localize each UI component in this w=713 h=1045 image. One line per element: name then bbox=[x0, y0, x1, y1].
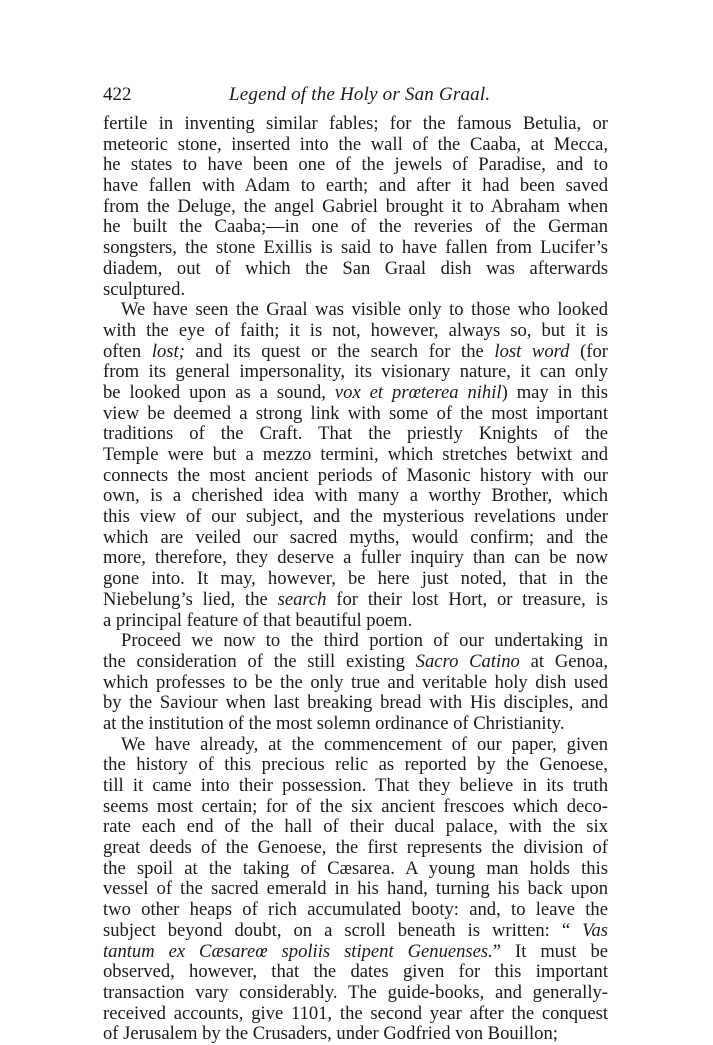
text-line bbox=[103, 528, 608, 549]
italic-text: search bbox=[277, 588, 327, 610]
text-line bbox=[103, 176, 608, 197]
italic-text: lost word bbox=[494, 340, 570, 362]
page-header bbox=[103, 82, 608, 108]
text-line bbox=[103, 114, 608, 135]
text-line bbox=[103, 776, 608, 797]
text-line bbox=[103, 280, 608, 301]
text-segment: observed, however, that the dates given for this important bbox=[103, 961, 608, 983]
text-segment: which are veiled our sacred myths, would confirm; and the bbox=[103, 526, 608, 548]
text-segment: for their lost Hort, or treasure, is bbox=[326, 588, 608, 610]
text-line bbox=[103, 135, 608, 156]
text-segment: vessel of the sacred emerald in his hand, turning his back upon bbox=[103, 878, 608, 900]
text-segment: by the Saviour when last breaking bread with His disciples, and bbox=[103, 692, 608, 714]
text-line bbox=[103, 755, 608, 776]
text-segment: traditions of the Craft. That the priestly Knights of the bbox=[103, 423, 608, 445]
text-segment: rate each end of the hall of their ducal palace, with the six bbox=[103, 816, 608, 838]
paragraph bbox=[103, 114, 608, 300]
text-line bbox=[103, 900, 608, 921]
text-segment: be looked upon as a sound, bbox=[103, 381, 335, 403]
text-line bbox=[103, 507, 608, 528]
paragraph bbox=[103, 300, 608, 631]
text-segment: ) may in this bbox=[501, 381, 608, 403]
text-line bbox=[103, 342, 608, 363]
text-segment: view be deemed a strong link with some of the most important bbox=[103, 402, 608, 424]
text-segment: of Jerusalem by the Crusaders, under Godfried von Bouillon; bbox=[103, 1023, 558, 1045]
text-segment: the history of this precious relic as reported by the Genoese, bbox=[103, 754, 608, 776]
text-segment: which professes to be the only true and veritable holy dish used bbox=[103, 671, 608, 693]
paragraph bbox=[103, 735, 608, 1045]
text-segment: songsters, the stone Exillis is said to have fallen from Lucifer’s bbox=[103, 237, 608, 259]
italic-text: lost; bbox=[151, 340, 185, 362]
text-line bbox=[103, 859, 608, 880]
text-line bbox=[103, 300, 608, 321]
text-segment: often bbox=[103, 340, 152, 362]
paragraph bbox=[103, 631, 608, 734]
text-line bbox=[103, 238, 608, 259]
text-segment: from its general impersonality, its visionary nature, it can only bbox=[103, 361, 608, 383]
text-segment: more, therefore, they deserve a fuller inquiry than can be now bbox=[103, 547, 608, 569]
text-line bbox=[103, 569, 608, 590]
text-segment: gone into. It may, however, be here just noted, that in the bbox=[103, 568, 608, 590]
text-line bbox=[103, 217, 608, 238]
text-segment: meteoric stone, inserted into the wall of the Caaba, at Mecca, bbox=[103, 133, 608, 155]
text-segment: subject beyond doubt, on a scroll beneath is written: “ bbox=[103, 919, 583, 941]
text-segment: Temple were but a mezzo termini, which stretches betwixt and bbox=[103, 444, 608, 465]
text-segment: two other heaps of rich accumulated booty: and, to leave the bbox=[103, 899, 608, 921]
italic-text: Sacro Catino bbox=[415, 650, 520, 672]
text-segment: transaction vary considerably. The guide-books, and generally- bbox=[103, 981, 608, 1003]
text-line bbox=[103, 486, 608, 507]
text-segment: ” It must be bbox=[492, 940, 608, 962]
italic-text: tantum ex Cæsareœ spoliis stipent Genuenses. bbox=[103, 940, 493, 962]
text-segment: he built the Caaba;—in one of the reveries of the German bbox=[103, 216, 608, 238]
text-line bbox=[103, 962, 608, 983]
text-segment: great deeds of the Genoese, the first represents the division of bbox=[103, 837, 608, 859]
text-line bbox=[103, 383, 608, 404]
text-segment: fertile in inventing similar fables; for the famous Betulia, or bbox=[103, 113, 608, 134]
text-line bbox=[103, 797, 608, 818]
text-segment: connects the most ancient periods of Masonic history with our bbox=[103, 464, 608, 486]
text-segment: he states to have been one of the jewels of Paradise, and to bbox=[103, 154, 608, 176]
text-line bbox=[103, 590, 608, 611]
text-line bbox=[103, 817, 608, 838]
text-segment: till it came into their possession. That they believe in its truth bbox=[103, 775, 608, 796]
text-segment: this view of our subject, and the mysterious revelations under bbox=[103, 506, 608, 528]
text-segment: seems most certain; for of the six ancient frescoes which deco- bbox=[103, 795, 608, 817]
text-line bbox=[103, 362, 608, 383]
text-line bbox=[103, 735, 608, 756]
text-segment: with the eye of faith; it is not, however, always so, but it is bbox=[103, 319, 608, 341]
text-line bbox=[103, 259, 608, 280]
text-line bbox=[103, 942, 608, 963]
text-line bbox=[103, 879, 608, 900]
text-segment: received accounts, give 1101, the second year after the conquest bbox=[103, 1002, 608, 1024]
italic-text: vox et prœterea nihil bbox=[334, 381, 502, 403]
text-line bbox=[103, 404, 608, 425]
text-segment: the spoil at the taking of Cæsarea. A young man holds this bbox=[103, 857, 608, 879]
text-segment: at the institution of the most solemn ordinance of Christianity. bbox=[103, 712, 565, 734]
text-line bbox=[103, 548, 608, 569]
running-title: Legend of the Holy or San Graal. bbox=[229, 84, 491, 105]
text-segment: Niebelung’s lied, the bbox=[103, 588, 278, 610]
text-segment: from the Deluge, the angel Gabriel brought it to Abraham when bbox=[103, 195, 608, 217]
text-segment: sculptured. bbox=[103, 278, 186, 300]
text-segment: a principal feature of that beautiful poem. bbox=[103, 609, 413, 631]
text-line bbox=[103, 631, 608, 652]
text-segment: We have already, at the commencement of our paper, given bbox=[121, 733, 608, 755]
text-segment: at Genoa, bbox=[519, 650, 608, 672]
text-line bbox=[103, 693, 608, 714]
page-number: 422 bbox=[103, 84, 132, 105]
text-segment: have fallen with Adam to earth; and after it had been saved bbox=[103, 175, 608, 197]
text-line bbox=[103, 445, 608, 466]
text-segment: Proceed we now to the third portion of our undertaking in bbox=[121, 630, 608, 652]
text-line bbox=[103, 652, 608, 673]
text-line bbox=[103, 611, 608, 632]
text-line bbox=[103, 155, 608, 176]
text-line bbox=[103, 1004, 608, 1025]
text-line bbox=[103, 673, 608, 694]
text-segment: diadem, out of which the San Graal dish was afterwards bbox=[103, 257, 608, 279]
text-line bbox=[103, 921, 608, 942]
text-segment: (for bbox=[569, 340, 608, 362]
text-line bbox=[103, 714, 608, 735]
text-line bbox=[103, 838, 608, 859]
text-segment: the consideration of the still existing bbox=[103, 650, 416, 672]
text-line bbox=[103, 1024, 608, 1045]
text-line bbox=[103, 321, 608, 342]
text-line bbox=[103, 197, 608, 218]
text-segment: own, is a cherished idea with many a worthy Brother, which bbox=[103, 485, 608, 507]
text-line bbox=[103, 424, 608, 445]
text-line bbox=[103, 466, 608, 487]
text-segment: We have seen the Graal was visible only to those who looked bbox=[121, 299, 608, 321]
text-segment: and its quest or the search for the bbox=[184, 340, 495, 362]
text-line bbox=[103, 983, 608, 1004]
body-text bbox=[103, 114, 608, 1045]
italic-text: Vas bbox=[582, 919, 608, 941]
